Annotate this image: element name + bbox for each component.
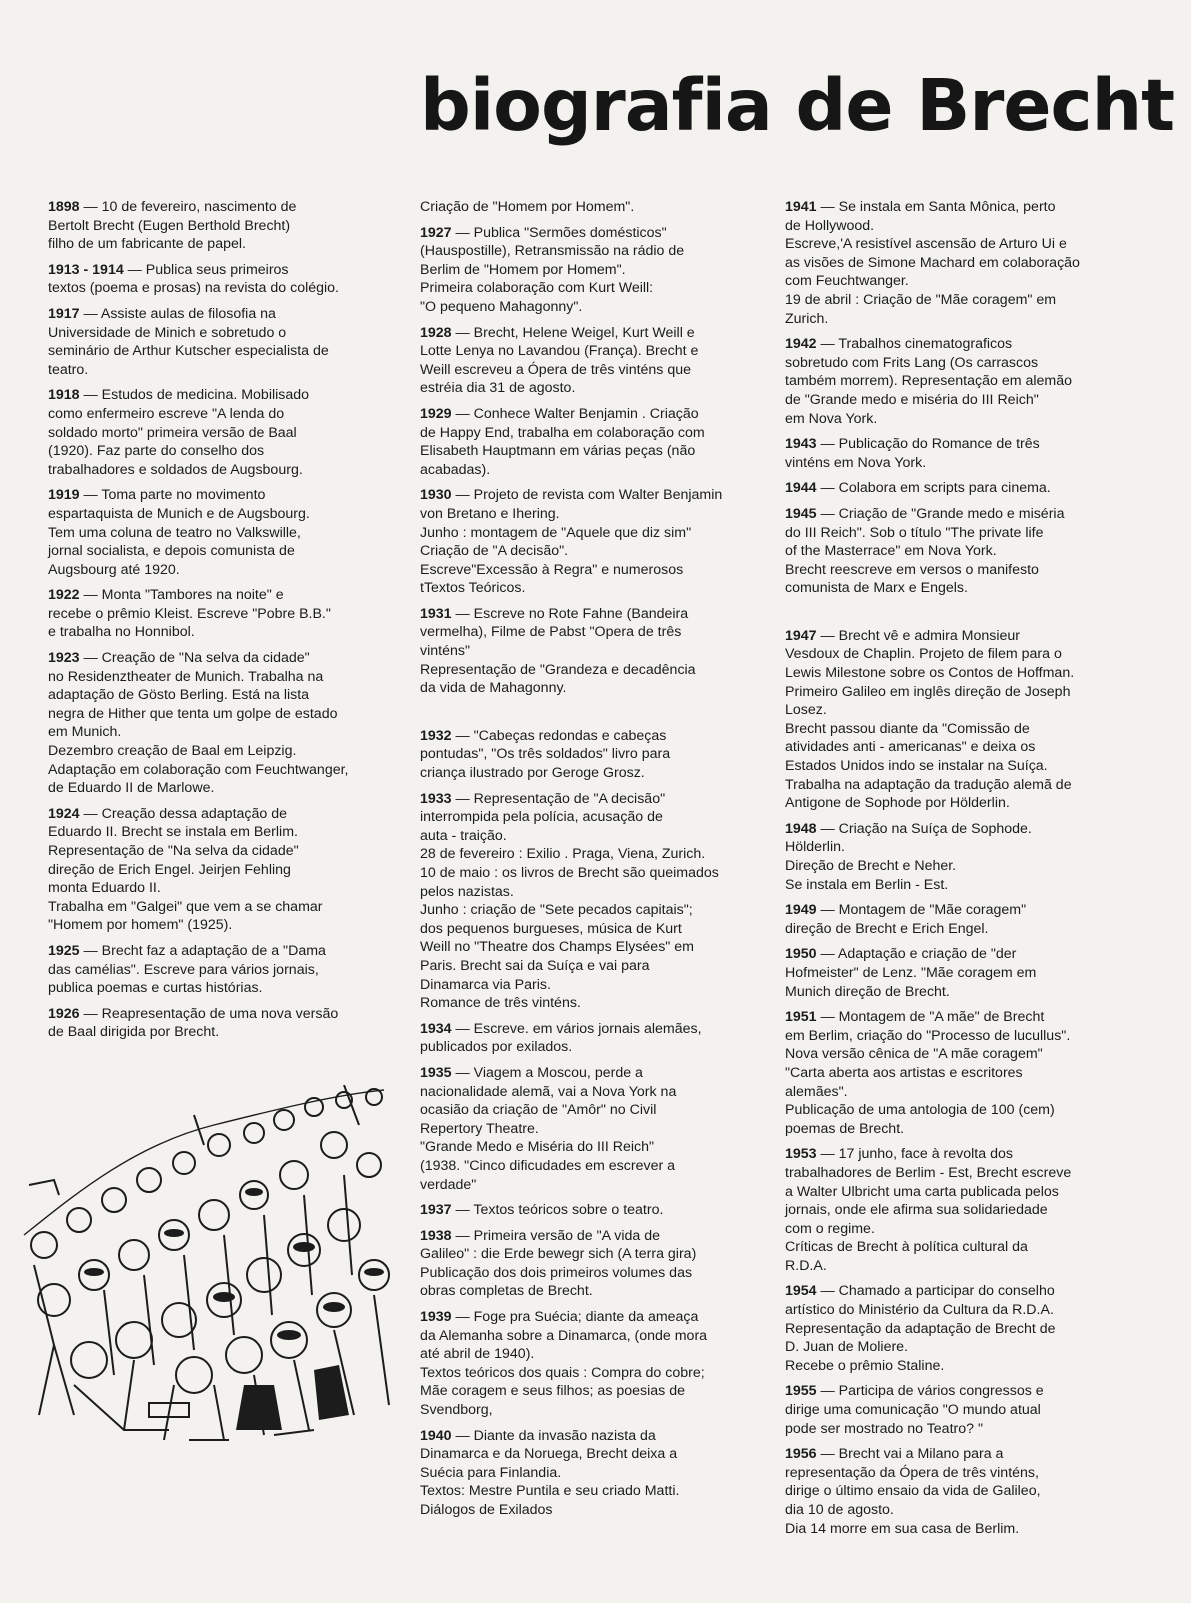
entry-line: em Munich. xyxy=(48,724,122,741)
entry-line: Adaptação em colaboração com Feuchtwanger, xyxy=(48,761,349,778)
timeline-entry xyxy=(48,486,378,579)
entry-line: Representação de "Grandeza e decadência xyxy=(420,661,696,678)
timeline-entry xyxy=(420,198,760,217)
entry-year: 1932 xyxy=(420,727,452,744)
entry-line: das camélias". Escreve para vários jornais, xyxy=(48,961,319,978)
timeline-entry xyxy=(420,727,760,783)
entry-line: e trabalha no Honnibol. xyxy=(48,624,195,641)
entry-line: Svendborg, xyxy=(420,1402,493,1419)
entry-text: — Brecht vê e admira Monsieur xyxy=(816,627,1020,644)
entry-line xyxy=(420,1064,760,1083)
entry-line xyxy=(48,198,378,217)
entry-line: Antigone de Sophode por Hölderlin. xyxy=(785,795,1010,812)
entry-line: a Walter Ulbricht uma carta publicada pelos xyxy=(785,1183,1059,1200)
entry-text: — Publica "Sermões domésticos" xyxy=(451,224,667,241)
entry-line: vinténs em Nova York. xyxy=(785,454,927,471)
entry-line: Críticas de Brecht à política cultural da xyxy=(785,1239,1028,1256)
entry-year: 1925 xyxy=(48,942,80,959)
entry-line: seminário de Arthur Kutscher especialista de xyxy=(48,343,329,360)
entry-line: Estados Unidos indo se instalar na Suíça. xyxy=(785,758,1048,775)
entry-year: 1943 xyxy=(785,436,817,453)
entry-text: — Diante da invasão nazista da xyxy=(451,1427,656,1444)
entry-line: Berlim de "Homem por Homem". xyxy=(420,261,626,278)
entry-year: 1954 xyxy=(785,1283,817,1300)
entry-text: — Creação dessa adaptação de xyxy=(79,805,287,822)
timeline-entry xyxy=(785,820,1125,894)
entry-text: — Projeto de revista com Walter Benjamin xyxy=(451,487,723,504)
entry-line: de Hollywood. xyxy=(785,217,875,234)
entry-line: Suécia para Finlandia. xyxy=(420,1464,562,1481)
timeline-entry xyxy=(420,405,760,479)
entry-line xyxy=(420,1427,760,1446)
entry-line: com o regime. xyxy=(785,1220,875,1237)
entry-year: 1944 xyxy=(785,480,817,497)
timeline-entry xyxy=(48,586,378,642)
page-title: biografia de Brecht xyxy=(420,64,1175,147)
entry-line: dirige uma comunicação "O mundo atual xyxy=(785,1402,1041,1419)
entry-line: Nova versão cênica de "A mãe coragem" xyxy=(785,1046,1043,1063)
entry-line: Dia 14 morre em sua casa de Berlim. xyxy=(785,1520,1020,1537)
entry-line: "Carta aberta aos artistas e escritores xyxy=(785,1064,1023,1081)
entry-line xyxy=(48,649,378,668)
entry-line: Dinamarca via Paris. xyxy=(420,976,551,993)
timeline-entry xyxy=(420,1427,760,1520)
entry-line: nacionalidade alemã, vai a Nova York na xyxy=(420,1083,677,1100)
biography-column-2 xyxy=(420,198,760,1527)
entry-line: jornais, onde ele afirma sua solidariedade xyxy=(785,1202,1048,1219)
timeline-entry xyxy=(48,942,378,998)
entry-line: Galileo" : die Erde bewegr sich (A terra gira) xyxy=(420,1246,697,1263)
timeline-entry xyxy=(48,386,378,479)
entry-line: negra de Hither que tenta um golpe de estado xyxy=(48,705,338,722)
entry-line: Textos teóricos dos quais : Compra do cobre; xyxy=(420,1364,705,1381)
entry-text: — Assiste aulas de filosofia na xyxy=(79,305,276,322)
entry-line: de Happy End, trabalha em colaboração com xyxy=(420,424,705,441)
entry-line: dos pequenos burgueses, música de Kurt xyxy=(420,920,682,937)
timeline-entry xyxy=(785,627,1125,813)
entry-text: — Foge pra Suécia; diante da ameaça xyxy=(451,1309,699,1326)
entry-text: — 17 junho, face à revolta dos xyxy=(816,1146,1013,1163)
entry-line: Vesdoux de Chaplin. Projeto de filem para o xyxy=(785,646,1062,663)
entry-line: Trabalha na adaptação da tradução alemã de xyxy=(785,776,1072,793)
entry-line xyxy=(785,435,1125,454)
entry-year: 1948 xyxy=(785,820,817,837)
entry-line: (1920). Faz parte do conselho dos xyxy=(48,443,265,460)
entry-text: — Escreve. em vários jornais alemães, xyxy=(451,1020,702,1037)
entry-year: 1928 xyxy=(420,324,452,341)
entry-year: 1913 - 1914 xyxy=(48,261,124,278)
entry-line: Diálogos de Exilados xyxy=(420,1502,553,1518)
entry-line: 28 de fevereiro : Exilio . Praga, Viena, Zurich. xyxy=(420,846,706,863)
entry-line: adaptação de Gösto Berling. Está na lista xyxy=(48,687,310,704)
entry-line: publicados por exilados. xyxy=(420,1039,573,1056)
entry-line xyxy=(48,386,378,405)
entry-line xyxy=(785,335,1125,354)
entry-line: de Eduardo II de Marlowe. xyxy=(48,780,215,797)
entry-year: 1941 xyxy=(785,199,817,215)
entry-text: — Escreve no Rote Fahne (Bandeira xyxy=(451,605,689,622)
entry-year: 1942 xyxy=(785,336,817,353)
timeline-entry xyxy=(420,605,760,698)
entry-year: 1935 xyxy=(420,1064,452,1081)
entry-line: do III Reich". Sob o título "The private life xyxy=(785,524,1044,541)
entry-line: "Homem por homem" (1925). xyxy=(48,917,233,934)
entry-line: poemas de Brecht. xyxy=(785,1120,905,1137)
entry-line: Elisabeth Hauptmann em várias peças (não xyxy=(420,443,696,460)
crowd-illustration xyxy=(14,1085,404,1450)
entry-line: Mãe coragem e seus filhos; as poesias de xyxy=(420,1383,685,1400)
entry-line: Lewis Milestone sobre os Contos de Hoffman. xyxy=(785,665,1075,682)
entry-line xyxy=(420,224,760,243)
entry-line: vermelha), Filme de Pabst "Opera de três xyxy=(420,624,682,641)
timeline-entry xyxy=(48,1005,378,1042)
entry-year: 1937 xyxy=(420,1202,452,1219)
entry-line: Trabalha em "Galgei" que vem a se chamar xyxy=(48,898,323,915)
entry-line: "Grande Medo e Miséria do III Reich" xyxy=(420,1139,655,1156)
entry-year: 1934 xyxy=(420,1020,452,1037)
entry-line: Primeira colaboração com Kurt Weill: xyxy=(420,280,654,297)
entry-line: ocasião da criação de "Amôr" no Civil xyxy=(420,1102,657,1119)
entry-text: — Publica seus primeiros xyxy=(123,261,289,278)
entry-year: 1918 xyxy=(48,387,80,404)
biography-column-1 xyxy=(48,198,378,1049)
entry-line: Repertory Theatre. xyxy=(420,1120,539,1137)
timeline-entry xyxy=(48,261,378,298)
entry-line: dirige o último ensaio da vida de Galileo, xyxy=(785,1483,1041,1500)
entry-line: von Bretano e Ihering. xyxy=(420,505,560,522)
entry-text: — Chamado a participar do conselho xyxy=(816,1283,1055,1300)
entry-year: 1949 xyxy=(785,902,817,919)
entry-text: — "Cabeças redondas e cabeças xyxy=(451,727,667,744)
entry-text: — Participa de vários congressos e xyxy=(816,1383,1044,1400)
entry-line xyxy=(785,820,1125,839)
entry-line: Munich direção de Brecht. xyxy=(785,983,950,1000)
entry-line: of the Masterrace" em Nova York. xyxy=(785,543,997,560)
entry-line: interrompida pela polícia, acusação de xyxy=(420,809,663,826)
entry-line: sobretudo com Frits Lang (Os carrascos xyxy=(785,354,1039,371)
entry-line: (1938. "Cinco dificudades em escrever a xyxy=(420,1157,676,1174)
entry-text: — Primeira versão de "A vida de xyxy=(451,1227,661,1244)
entry-line: trabalhadores e soldados de Augsbourg. xyxy=(48,461,303,478)
entry-text: — Conhece Walter Benjamin . Criação xyxy=(451,405,699,422)
entry-line: verdade" xyxy=(420,1176,477,1193)
entry-line: D. Juan de Moliere. xyxy=(785,1339,909,1356)
entry-text: — Creação de "Na selva da cidade" xyxy=(79,650,310,667)
entry-line: de "Grande medo e miséria do III Reich" xyxy=(785,391,1039,408)
entry-text: — Adaptação e criação de "der xyxy=(816,946,1017,963)
entry-year: 1930 xyxy=(420,487,452,504)
entry-line: comunista de Marx e Engels. xyxy=(785,580,968,597)
entry-line: pelos nazistas. xyxy=(420,883,514,900)
entry-year: 1953 xyxy=(785,1146,817,1163)
entry-line: (Hauspostille), Retransmissão na rádio de xyxy=(420,243,685,260)
entry-line: Direção de Brecht e Neher. xyxy=(785,858,957,874)
entry-line: Dinamarca e da Noruega, Brecht deixa a xyxy=(420,1446,678,1463)
entry-text: — 10 de fevereiro, nascimento de xyxy=(79,199,297,215)
entry-line xyxy=(48,261,378,280)
entry-text: — Brecht faz a adaptação de a "Dama xyxy=(79,942,326,959)
entry-line: pontudas", "Os três soldados" livro para xyxy=(420,746,671,763)
entry-year: 1924 xyxy=(48,805,80,822)
entry-text: — Criação na Suíça de Sophode. xyxy=(816,820,1032,837)
entry-line xyxy=(420,790,760,809)
timeline-entry xyxy=(48,305,378,379)
entry-line xyxy=(420,324,760,343)
entry-line: obras completas de Brecht. xyxy=(420,1283,593,1300)
entry-line: Bertolt Brecht (Eugen Berthold Brecht) xyxy=(48,217,291,234)
entry-line: Representação da adaptação de Brecht de xyxy=(785,1320,1056,1337)
entry-line xyxy=(48,1005,378,1024)
entry-text: — Montagem de "A mãe" de Brecht xyxy=(816,1009,1045,1026)
entry-line: textos (poema e prosas) na revista do colégio. xyxy=(48,280,339,297)
timeline-entry xyxy=(48,805,378,935)
entry-year: 1947 xyxy=(785,627,817,644)
timeline-entry xyxy=(420,1064,760,1194)
timeline-entry xyxy=(420,1308,760,1420)
entry-text: — Representação de "A decisão" xyxy=(451,790,666,807)
entry-line: Lotte Lenya no Lavandou (França). Brecht e xyxy=(420,343,699,360)
timeline-entry xyxy=(785,435,1125,472)
timeline-entry xyxy=(785,1282,1125,1375)
entry-line xyxy=(785,627,1125,646)
entry-year: 1931 xyxy=(420,605,452,622)
entry-line: recebe o prêmio Kleist. Escreve "Pobre B.B." xyxy=(48,605,331,622)
entry-line xyxy=(48,486,378,505)
entry-line: em Nova York. xyxy=(785,410,878,427)
entry-line: 19 de abril : Criação de "Mãe coragem" em xyxy=(785,291,1057,308)
entry-line: Escreve"Excessão à Regra" e numerosos xyxy=(420,561,684,578)
entry-line: Publicação dos dois primeiros volumes das xyxy=(420,1264,693,1281)
entry-text: — Textos teóricos sobre o teatro. xyxy=(451,1202,664,1219)
entry-year: 1929 xyxy=(420,405,452,422)
entry-line xyxy=(48,805,378,824)
entry-line: Escreve,'A resistível ascensão de Arturo Ui e xyxy=(785,236,1067,253)
entry-line xyxy=(785,479,1125,498)
entry-line xyxy=(420,405,760,424)
entry-line: em Berlim, criação do "Processo de lucullus". xyxy=(785,1027,1071,1044)
entry-line xyxy=(785,1008,1125,1027)
entry-line: da Alemanha sobre a Dinamarca, (onde mora xyxy=(420,1327,708,1344)
entry-line: direção de Brecht e Erich Engel. xyxy=(785,920,989,937)
timeline-entry xyxy=(420,1201,760,1220)
entry-line xyxy=(420,1308,760,1327)
entry-line: pode ser mostrado no Teatro? " xyxy=(785,1420,983,1437)
entry-line: jornal socialista, e depois comunista de xyxy=(48,543,295,560)
entry-year: 1951 xyxy=(785,1009,817,1026)
entry-line xyxy=(785,901,1125,920)
entry-line xyxy=(785,1382,1125,1401)
timeline-entry xyxy=(785,1008,1125,1138)
entry-text: — Montagem de "Mãe coragem" xyxy=(816,902,1027,919)
entry-line: com Feuchtwanger. xyxy=(785,273,909,290)
entry-text: — Estudos de medicina. Mobilisado xyxy=(79,387,310,404)
entry-line: direção de Erich Engel. Jeirjen Fehling xyxy=(48,861,291,878)
entry-line: "O pequeno Mahagonny". xyxy=(420,298,583,315)
timeline-entry xyxy=(785,901,1125,938)
entry-line xyxy=(420,1020,760,1039)
entry-text: — Se instala em Santa Mônica, perto xyxy=(816,199,1056,215)
timeline-entry xyxy=(420,324,760,398)
entry-line: vinténs" xyxy=(420,643,470,660)
entry-line: Losez. xyxy=(785,702,827,719)
entry-year: 1955 xyxy=(785,1383,817,1400)
entry-line: Primeiro Galileo em inglês direção de Joseph xyxy=(785,683,1071,700)
entry-line: trabalhadores de Berlim - Est, Brecht escreve xyxy=(785,1164,1072,1181)
entry-line xyxy=(785,198,1125,217)
biography-column-3 xyxy=(785,198,1125,1545)
entry-text: — Viagem a Moscou, perde a xyxy=(451,1064,643,1081)
entry-line xyxy=(48,586,378,605)
entry-line: Hölderlin. xyxy=(785,839,845,856)
timeline-entry xyxy=(785,1445,1125,1538)
entry-year: 1898 xyxy=(48,199,80,215)
entry-text: — Criação de "Grande medo e miséria xyxy=(816,505,1065,522)
entry-line xyxy=(420,727,760,746)
entry-text: — Brecht, Helene Weigel, Kurt Weill e xyxy=(451,324,695,341)
entry-text: — Reapresentação de uma nova versão xyxy=(79,1005,339,1022)
entry-line: alemães". xyxy=(785,1083,848,1100)
entry-line xyxy=(420,1201,760,1220)
entry-line: espartaquista de Munich e de Augsbourg. xyxy=(48,505,310,522)
entry-line: de Baal dirigida por Brecht. xyxy=(48,1024,220,1041)
entry-line: acabadas). xyxy=(420,461,491,478)
entry-text: — Trabalhos cinematograficos xyxy=(816,336,1013,353)
entry-line: teatro. xyxy=(48,361,89,378)
timeline-entry xyxy=(785,1382,1125,1438)
entry-line xyxy=(785,1145,1125,1164)
entry-line: até abril de 1940). xyxy=(420,1346,535,1363)
entry-year: 1923 xyxy=(48,650,80,667)
entry-line: dia 10 de agosto. xyxy=(785,1502,894,1518)
entry-line: Junho : montagem de "Aquele que diz sim" xyxy=(420,524,692,541)
entry-line xyxy=(785,945,1125,964)
entry-line: como enfermeiro escreve "A lenda do xyxy=(48,405,285,422)
entry-line: Textos: Mestre Puntila e seu criado Matti. xyxy=(420,1483,680,1500)
timeline-entry xyxy=(48,198,378,254)
timeline-entry xyxy=(785,335,1125,428)
spacer xyxy=(785,605,1125,627)
entry-line: Publicação de uma antologia de 100 (cem) xyxy=(785,1102,1055,1119)
entry-year: 1950 xyxy=(785,946,817,963)
timeline-entry xyxy=(785,505,1125,598)
entry-line: as visões de Simone Machard em colaboração xyxy=(785,254,1080,271)
entry-line: R.D.A. xyxy=(785,1257,827,1274)
entry-year: 1933 xyxy=(420,790,452,807)
entry-line: estréia dia 31 de agosto. xyxy=(420,380,576,397)
entry-line: no Residenztheater de Munich. Trabalha na xyxy=(48,668,324,685)
entry-line xyxy=(48,942,378,961)
entry-line xyxy=(420,486,760,505)
entry-line: filho de um fabricante de papel. xyxy=(48,236,246,253)
entry-line xyxy=(48,305,378,324)
timeline-entry xyxy=(420,224,760,317)
entry-year: 1939 xyxy=(420,1309,452,1326)
timeline-entry xyxy=(420,1020,760,1057)
entry-line: Recebe o prêmio Staline. xyxy=(785,1357,945,1374)
entry-year: 1917 xyxy=(48,305,80,322)
timeline-entry xyxy=(420,790,760,1013)
entry-text: — Brecht vai a Milano para a xyxy=(816,1446,1004,1463)
entry-line: Tem uma coluna de teatro no Valkswille, xyxy=(48,524,301,541)
entry-year: 1945 xyxy=(785,505,817,522)
entry-year: 1938 xyxy=(420,1227,452,1244)
timeline-entry xyxy=(48,649,378,798)
entry-line: Se instala em Berlin - Est. xyxy=(785,876,949,893)
entry-year: 1919 xyxy=(48,487,80,504)
entry-line: representação da Ópera de três vinténs, xyxy=(785,1464,1039,1481)
entry-line xyxy=(420,1227,760,1246)
entry-year: 1922 xyxy=(48,587,80,604)
entry-line: Zurich. xyxy=(785,310,829,327)
entry-line xyxy=(785,505,1125,524)
entry-line: monta Eduardo II. xyxy=(48,880,161,897)
entry-year: 1927 xyxy=(420,224,452,241)
entry-year: 1940 xyxy=(420,1427,452,1444)
entry-line: Criação de "A decisão". xyxy=(420,543,569,560)
entry-line: Junho : criação de "Sete pecados capitais"; xyxy=(420,902,693,919)
entry-line: publica poemas e curtas histórias. xyxy=(48,980,263,997)
timeline-entry xyxy=(420,1227,760,1301)
entry-line: Brecht reescreve em versos o manifesto xyxy=(785,561,1039,578)
entry-text: — Monta "Tambores na noite" e xyxy=(79,587,284,604)
timeline-entry xyxy=(785,945,1125,1001)
entry-line: Brecht passou diante da "Comissão de xyxy=(785,720,1030,737)
timeline-entry xyxy=(785,198,1125,328)
entry-line: soldado morto" primeira versão de Baal xyxy=(48,424,297,441)
entry-line: tTextos Teóricos. xyxy=(420,580,526,597)
entry-line: Eduardo II. Brecht se instala em Berlim. xyxy=(48,824,298,841)
entry-line: Paris. Brecht sai da Suíça e vai para xyxy=(420,957,650,974)
entry-line: Dezembro creação de Baal em Leipzig. xyxy=(48,743,297,760)
entry-line: Criação de "Homem por Homem". xyxy=(420,199,635,215)
timeline-entry xyxy=(420,486,760,598)
entry-line xyxy=(785,1445,1125,1464)
entry-text: — Colabora em scripts para cinema. xyxy=(816,480,1051,497)
entry-year: 1926 xyxy=(48,1005,80,1022)
entry-line: artístico do Ministério da Cultura da R.D.A. xyxy=(785,1302,1054,1319)
timeline-entry xyxy=(785,479,1125,498)
entry-line: atividades anti - americanas" e deixa os xyxy=(785,739,1036,756)
entry-line: Representação de "Na selva da cidade" xyxy=(48,843,299,859)
entry-year: 1956 xyxy=(785,1446,817,1463)
entry-line: criança ilustrado por Geroge Grosz. xyxy=(420,765,645,782)
spacer xyxy=(420,705,760,727)
entry-line: auta - traição. xyxy=(420,827,507,844)
entry-line: da vida de Mahagonny. xyxy=(420,680,567,697)
entry-text: — Publicação do Romance de três xyxy=(816,436,1040,453)
entry-line: Romance de três vinténs. xyxy=(420,995,581,1012)
entry-line: 10 de maio : os livros de Brecht são queimados xyxy=(420,865,719,881)
entry-line xyxy=(420,605,760,624)
entry-line: Augsbourg até 1920. xyxy=(48,561,180,578)
entry-line: Weill escreveu a Ópera de três vinténs que xyxy=(420,361,692,378)
timeline-entry xyxy=(785,1145,1125,1275)
entry-line xyxy=(785,1282,1125,1301)
entry-text: — Toma parte no movimento xyxy=(79,487,266,504)
entry-line: Weill no "Theatre dos Champs Elysées" em xyxy=(420,939,694,956)
entry-line: também morrem). Representação em alemão xyxy=(785,373,1073,390)
entry-line: Hofmeister" de Lenz. "Mãe coragem em xyxy=(785,964,1037,981)
entry-line: Universidade de Minich e sobretudo o xyxy=(48,324,287,341)
